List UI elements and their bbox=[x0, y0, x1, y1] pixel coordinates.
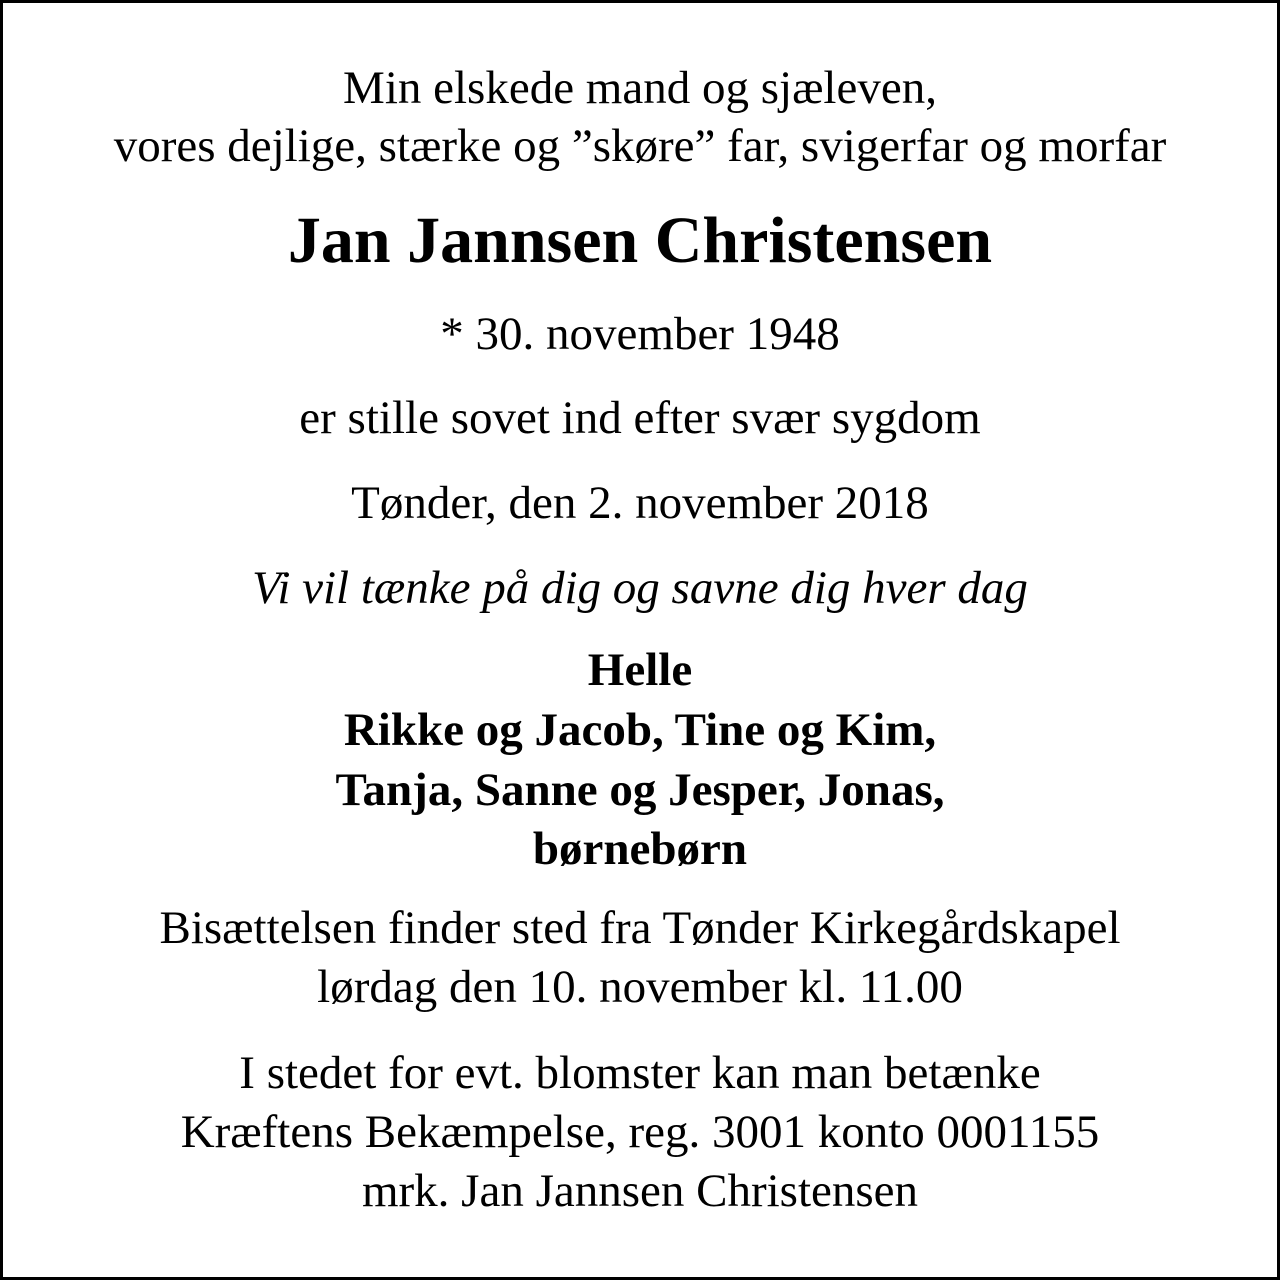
intro-line-1: Min elskede mand og sjæleven, bbox=[343, 62, 937, 114]
remembrance-line: Vi vil tænke på dig og savne dig hver dag bbox=[252, 562, 1028, 614]
passing-statement: er stille sovet ind efter svær sygdom bbox=[299, 392, 981, 444]
deceased-name: Jan Jannsen Christensen bbox=[287, 204, 993, 277]
funeral-line-1: Bisættelsen finder sted fra Tønder Kirkegårdskapel bbox=[159, 902, 1121, 954]
family-line-4: børnebørn bbox=[532, 823, 748, 875]
funeral-line-2: lørdag den 10. november kl. 11.00 bbox=[317, 961, 963, 1013]
place-and-date: Tønder, den 2. november 2018 bbox=[351, 477, 929, 529]
donation-line-3: mrk. Jan Jannsen Christensen bbox=[361, 1165, 919, 1217]
family-line-3: Tanja, Sanne og Jesper, Jonas, bbox=[335, 764, 945, 816]
birth-date: * 30. november 1948 bbox=[440, 308, 840, 360]
family-line-2: Rikke og Jacob, Tine og Kim, bbox=[343, 704, 937, 756]
donation-line-2: Kræftens Bekæmpelse, reg. 3001 konto 0001155 bbox=[180, 1106, 1100, 1158]
family-line-1: Helle bbox=[587, 644, 693, 696]
intro-line-2: vores dejlige, stærke og ”skøre” far, svigerfar og morfar bbox=[113, 120, 1167, 172]
donation-line-1: I stedet for evt. blomster kan man betænke bbox=[239, 1047, 1041, 1099]
